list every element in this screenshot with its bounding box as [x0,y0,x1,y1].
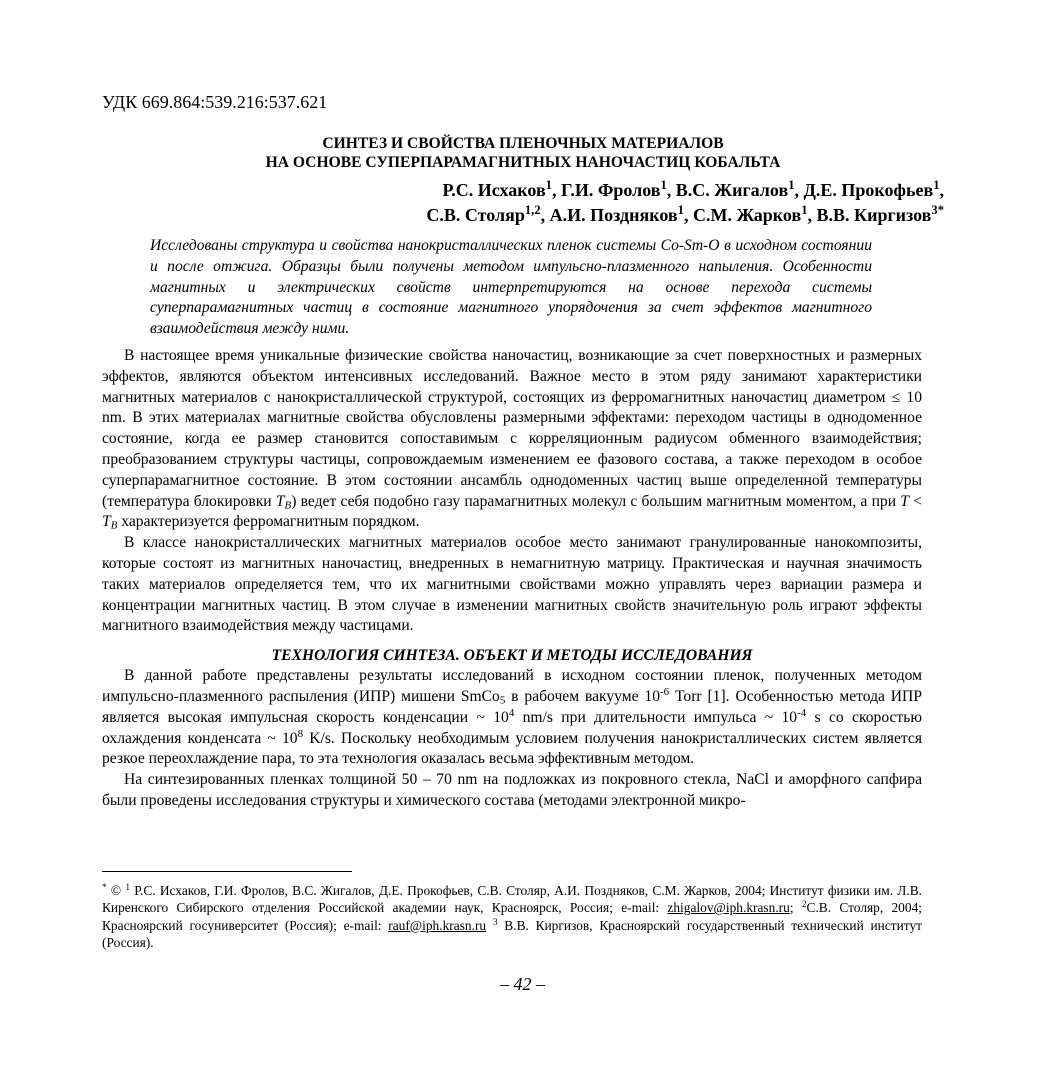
symbol-t: T [102,513,111,531]
footnote-text [486,918,493,933]
text-run: K/s. Поскольку необходимым условием получения нанокристаллических систем является резкое переохлаждение пара, то эта технология оказалась весьма эффективным методом. [102,729,922,768]
author-name: Д.Е. Прокофьев [803,180,934,200]
main-text [102,346,922,812]
affiliation-mark: 1 [125,882,131,893]
symbol-t: T [900,492,909,510]
footnote-text: В.В. Киргизов, Красноярский государственный технический институт (Россия). [102,917,922,951]
section-paragraph-1 [102,666,922,770]
footnote [102,882,922,952]
author-separator: , [807,205,817,225]
author-name: Г.И. Фролов [560,180,661,200]
title-line-2: НА ОСНОВЕ СУПЕРПАРАМАГНИТНЫХ НАНОЧАСТИЦ КОБАЛЬТА [265,154,781,171]
page-number: – 42 – [500,974,545,994]
author-separator: , [666,180,676,200]
symbol-t: T [275,492,285,510]
author-affiliation: 3* [931,203,944,218]
text-run: ) ведет себя подобно газу парамагнитных молекул с большим магнитным моментом, а при [291,492,901,510]
section-heading: ТЕХНОЛОГИЯ СИНТЕЗА. ОБЪЕКТ И МЕТОДЫ ИССЛЕДОВАНИЯ [271,647,753,665]
footnote-text: ; [789,900,802,916]
footnote-text: Р.С. Исхаков, Г.И. Фролов, В.С. Жигалов, Д.Е. Прокофьев, С.В. Столяр, А.И. Поздняков, С.М. Жарков, 2004; Институт физики им. Л.В. Киренского Сибирского отделения Российской академии наук, Красноярск, Россия; e-mail: [102,883,922,916]
text-run: Torr [1]. Особенностью метода ИПР является высокая импульсная скорость конденсации ~ 10 [102,687,922,726]
affiliation-mark: 3 [492,917,498,928]
author-separator: , [551,180,561,200]
author-name: С.В. Столяр [426,205,525,225]
text-run: nm/s при длительности импульса ~ 10 [514,708,798,726]
author-separator: , [939,180,944,200]
email-link[interactable]: rauf@iph.krasn.ru [388,917,487,933]
author-affiliation: 1 [801,203,808,218]
exponent: 8 [297,727,304,740]
intro-paragraph-2: В классе нанокристаллических магнитных материалов особое место занимают гранулированные нанокомпозиты, которые состоят из магнитных наночастиц, внедренных в немагнитную матрицу. Практическая и научная значимость таких материалов определяется тем, что их магнитными свойствами можно управлять через вариации размера и концентрации магнитных частиц. В этом случае в изменении магнитных свойств значительную роль играют эффекты магнитного взаимодействия между частицами. [102,534,922,635]
exponent: -4 [797,706,807,719]
subscript-b: B [284,499,292,512]
less-than: < [908,492,922,510]
author-affiliation: 1 [677,203,684,218]
title-line-1: СИНТЕЗ И СВОЙСТВА ПЛЕНОЧНЫХ МАТЕРИАЛОВ [322,135,724,152]
exponent: 4 [508,706,515,719]
author-affiliation: 1 [660,178,667,193]
author-name: Р.С. Исхаков [442,180,546,200]
text-run: В данной работе представлены результаты исследований в исходном состоянии пленок, полученных методом импульсно-плазменного распыления (ИПР) мишени SmCo [102,667,922,705]
paper-title [102,134,944,172]
exponent: -6 [660,685,670,698]
text-run: s со скоростью охлаждения конденсата ~ 10 [102,708,923,747]
author-name: В.В. Киргизов [816,205,932,225]
author-affiliation: 1 [933,178,940,193]
author-line-1 [300,178,944,203]
author-separator: , [794,180,804,200]
author-name: В.С. Жигалов [675,180,789,200]
intro-paragraph-1 [102,346,922,533]
section-paragraph-2: На синтезированных пленках толщиной 50 – 70 nm на подложках из покровного стекла, NaCl и аморфного сапфира были проведены исследования структуры и химического состава (методами электронной микро- [102,771,922,809]
footnote-text: С.В. Столяр, 2004; Красноярский госуниверситет (Россия); e-mail: [102,900,922,933]
text-run: характеризуется ферромагнитным порядком. [117,513,420,531]
subscript: 5 [499,694,506,707]
footnote-mark: * [102,882,107,893]
text-run: В настоящее время уникальные физические свойства наночастиц, возникающие за счет поверхностных и размерных эффектов, являются объектом интенсивных исследований. Важное место в этом ряду занимают характеристики магнитных материалов с нанокристаллической структурой, состоящих из ферромагнитных наночастиц диаметром ≤ 10 nm. В этих материалах магнитные свойства обусловлены размерными эффектами: переходом частицы в однодоменное состояние, когда ее размер становится сопоставимым с корреляционным радиусом обменного взаимодействия; преобразованием структуры частицы, сопровождаемым изменением ее фазового состава, а также переходом в особое суперпарамагнитное состояние. В этом состоянии ансамбль однодоменных частиц выше определенной температуры (температура блокировки [102,347,922,510]
author-name: С.М. Жарков [692,205,802,225]
abstract: Исследованы структура и свойства нанокристаллических пленок системы Co-Sm-O в исходном состоянии и после отжига. Образцы были получены методом импульсно-плазменного напыления. Особенности магнитных и электрических свойств интерпретируются на основе перехода системы суперпарамагнитных частиц в состояние магнитного упорядочения за счет эффектов магнитного взаимодействия между ними. [150,237,872,338]
author-affiliation: 1,2 [524,203,541,218]
copyright-sign: © [106,883,126,898]
footnote-divider [102,871,352,872]
subscript-b: B [110,520,118,533]
author-line-2 [300,203,944,228]
author-affiliation: 1 [788,178,795,193]
author-affiliation: 1 [545,178,552,193]
text-run: в рабочем вакууме 10 [505,687,661,705]
email-link[interactable]: zhigalov@iph.krasn.ru [667,900,790,916]
author-separator: , [540,205,550,225]
author-name: А.И. Поздняков [549,205,678,225]
affiliation-mark: 2 [801,900,807,911]
author-list [300,178,944,228]
author-separator: , [683,205,693,225]
udk-code: УДК 669.864:539.216:537.621 [102,92,328,112]
